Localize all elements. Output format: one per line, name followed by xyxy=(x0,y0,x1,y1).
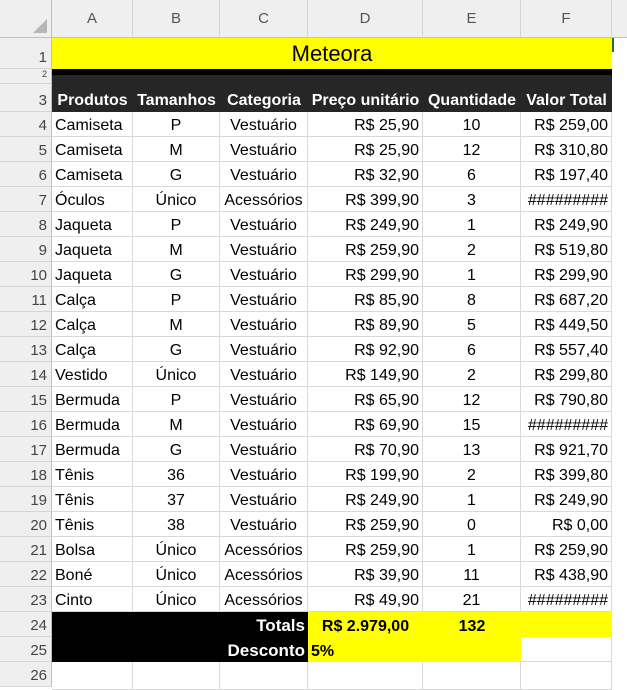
cell-preco[interactable]: R$ 199,90 xyxy=(308,462,423,487)
cell-tamanho[interactable]: G xyxy=(133,262,220,287)
totals-preco[interactable]: R$ 2.979,00 xyxy=(308,612,423,637)
cell-produto[interactable]: Tênis xyxy=(52,512,133,537)
cell-categoria[interactable]: Acessórios xyxy=(220,562,308,587)
header-cell-e[interactable]: Quantidade xyxy=(423,84,521,112)
cell-categoria[interactable]: Acessórios xyxy=(220,187,308,212)
select-all-corner[interactable] xyxy=(0,0,52,38)
row-header-21[interactable]: 21 xyxy=(0,537,52,562)
cell-empty-f26[interactable] xyxy=(521,662,612,690)
cell-quantidade[interactable]: 21 xyxy=(423,587,521,612)
cell-tamanho[interactable]: P xyxy=(133,287,220,312)
row-header-25[interactable]: 25 xyxy=(0,637,52,662)
column-header-d[interactable]: D xyxy=(308,0,423,38)
row-header-3[interactable]: 3 xyxy=(0,84,52,112)
cell-quantidade[interactable]: 12 xyxy=(423,387,521,412)
cell-categoria[interactable]: Vestuário xyxy=(220,487,308,512)
cell-produto[interactable]: Calça xyxy=(52,287,133,312)
cell-produto[interactable]: Camiseta xyxy=(52,162,133,187)
cell-categoria[interactable]: Vestuário xyxy=(220,387,308,412)
cell-total[interactable]: R$ 449,50 xyxy=(521,312,612,337)
column-header-b[interactable]: B xyxy=(133,0,220,38)
cell-produto[interactable]: Calça xyxy=(52,312,133,337)
row-header-16[interactable]: 16 xyxy=(0,412,52,437)
cell-categoria[interactable]: Vestuário xyxy=(220,112,308,137)
row-header-4[interactable]: 4 xyxy=(0,112,52,137)
cell-categoria[interactable]: Acessórios xyxy=(220,587,308,612)
cell-preco[interactable]: R$ 25,90 xyxy=(308,112,423,137)
cell-categoria[interactable]: Vestuário xyxy=(220,287,308,312)
cell-tamanho[interactable]: Único xyxy=(133,587,220,612)
cell-preco[interactable]: R$ 92,90 xyxy=(308,337,423,362)
cell-categoria[interactable]: Vestuário xyxy=(220,162,308,187)
cell-tamanho[interactable]: 36 xyxy=(133,462,220,487)
cell-preco[interactable]: R$ 25,90 xyxy=(308,137,423,162)
row-header-18[interactable]: 18 xyxy=(0,462,52,487)
cell-empty-b26[interactable] xyxy=(133,662,220,690)
cell-tamanho[interactable]: G xyxy=(133,337,220,362)
cell-preco[interactable]: R$ 85,90 xyxy=(308,287,423,312)
row-header-24[interactable]: 24 xyxy=(0,612,52,637)
cell-produto[interactable]: Vestido xyxy=(52,362,133,387)
cell-total[interactable]: R$ 249,90 xyxy=(521,212,612,237)
cell-preco[interactable]: R$ 65,90 xyxy=(308,387,423,412)
cell-quantidade[interactable]: 1 xyxy=(423,537,521,562)
row-header-8[interactable]: 8 xyxy=(0,212,52,237)
cell-produto[interactable]: Bolsa xyxy=(52,537,133,562)
cell-total[interactable]: R$ 0,00 xyxy=(521,512,612,537)
cell-tamanho[interactable]: 38 xyxy=(133,512,220,537)
cell-total[interactable]: R$ 197,40 xyxy=(521,162,612,187)
cell-total[interactable]: R$ 310,80 xyxy=(521,137,612,162)
cell-total[interactable]: R$ 687,20 xyxy=(521,287,612,312)
cell-categoria[interactable]: Vestuário xyxy=(220,412,308,437)
cell-f25[interactable] xyxy=(521,637,612,662)
cell-preco[interactable]: R$ 89,90 xyxy=(308,312,423,337)
cell-produto[interactable]: Camiseta xyxy=(52,112,133,137)
cell-tamanho[interactable]: Único xyxy=(133,362,220,387)
row-2-cells[interactable] xyxy=(52,75,612,84)
cell-preco[interactable]: R$ 32,90 xyxy=(308,162,423,187)
cell-quantidade[interactable]: 6 xyxy=(423,162,521,187)
cell-total[interactable]: ######### xyxy=(521,187,612,212)
cell-total[interactable]: R$ 557,40 xyxy=(521,337,612,362)
row-header-6[interactable]: 6 xyxy=(0,162,52,187)
row-header-9[interactable]: 9 xyxy=(0,237,52,262)
row-header-10[interactable]: 10 xyxy=(0,262,52,287)
row-header-15[interactable]: 15 xyxy=(0,387,52,412)
cell-preco[interactable]: R$ 39,90 xyxy=(308,562,423,587)
cell-produto[interactable]: Bermuda xyxy=(52,437,133,462)
cell-quantidade[interactable]: 6 xyxy=(423,337,521,362)
cell-total[interactable]: R$ 438,90 xyxy=(521,562,612,587)
cell-quantidade[interactable]: 0 xyxy=(423,512,521,537)
cell-categoria[interactable]: Vestuário xyxy=(220,312,308,337)
row-header-5[interactable]: 5 xyxy=(0,137,52,162)
cell-empty-a26[interactable] xyxy=(52,662,133,690)
row-header-26[interactable]: 26 xyxy=(0,662,52,687)
totals-quantidade[interactable]: 132 xyxy=(423,612,521,637)
cell-produto[interactable]: Jaqueta xyxy=(52,212,133,237)
cell-preco[interactable]: R$ 399,90 xyxy=(308,187,423,212)
header-cell-a[interactable]: Produtos xyxy=(52,84,133,112)
cell-empty-d26[interactable] xyxy=(308,662,423,690)
cell-tamanho[interactable]: G xyxy=(133,162,220,187)
column-header-e[interactable]: E xyxy=(423,0,521,38)
row-header-12[interactable]: 12 xyxy=(0,312,52,337)
cell-produto[interactable]: Tênis xyxy=(52,462,133,487)
cell-total[interactable]: R$ 790,80 xyxy=(521,387,612,412)
cell-produto[interactable]: Óculos xyxy=(52,187,133,212)
header-cell-c[interactable]: Categoria xyxy=(220,84,308,112)
cell-tamanho[interactable]: M xyxy=(133,137,220,162)
cell-produto[interactable]: Boné xyxy=(52,562,133,587)
cell-produto[interactable]: Jaqueta xyxy=(52,262,133,287)
cell-categoria[interactable]: Vestuário xyxy=(220,262,308,287)
sheet-edge xyxy=(612,38,627,690)
cell-categoria[interactable]: Vestuário xyxy=(220,512,308,537)
cell-total[interactable]: R$ 249,90 xyxy=(521,487,612,512)
cell-total[interactable]: ######### xyxy=(521,412,612,437)
desconto-value[interactable]: 5% xyxy=(308,637,521,662)
row-header-23[interactable]: 23 xyxy=(0,587,52,612)
cell-preco[interactable]: R$ 49,90 xyxy=(308,587,423,612)
row-header-20[interactable]: 20 xyxy=(0,512,52,537)
cell-quantidade[interactable]: 1 xyxy=(423,212,521,237)
cell-tamanho[interactable]: 37 xyxy=(133,487,220,512)
cell-preco[interactable]: R$ 69,90 xyxy=(308,412,423,437)
row-header-13[interactable]: 13 xyxy=(0,337,52,362)
cell-quantidade[interactable]: 2 xyxy=(423,362,521,387)
cell-categoria[interactable]: Vestuário xyxy=(220,337,308,362)
cell-tamanho[interactable]: P xyxy=(133,387,220,412)
row-header-2[interactable]: 2 xyxy=(0,69,52,84)
cell-produto[interactable]: Tênis xyxy=(52,487,133,512)
cell-total[interactable]: R$ 259,00 xyxy=(521,112,612,137)
cell-preco[interactable]: R$ 259,90 xyxy=(308,537,423,562)
row-header-7[interactable]: 7 xyxy=(0,187,52,212)
cell-preco[interactable]: R$ 299,90 xyxy=(308,262,423,287)
cell-tamanho[interactable]: Único xyxy=(133,187,220,212)
cell-total[interactable]: R$ 921,70 xyxy=(521,437,612,462)
cell-produto[interactable]: Jaqueta xyxy=(52,237,133,262)
cell-preco[interactable]: R$ 70,90 xyxy=(308,437,423,462)
cell-produto[interactable]: Bermuda xyxy=(52,412,133,437)
cell-total[interactable]: R$ 399,80 xyxy=(521,462,612,487)
cell-produto[interactable]: Camiseta xyxy=(52,137,133,162)
cell-preco[interactable]: R$ 249,90 xyxy=(308,487,423,512)
cell-tamanho[interactable]: G xyxy=(133,437,220,462)
row-header-19[interactable]: 19 xyxy=(0,487,52,512)
totals-valor-total[interactable] xyxy=(521,612,612,637)
column-header-c[interactable]: C xyxy=(220,0,308,38)
cell-categoria[interactable]: Vestuário xyxy=(220,362,308,387)
column-header-a[interactable]: A xyxy=(52,0,133,38)
cell-quantidade[interactable]: 8 xyxy=(423,287,521,312)
cell-quantidade[interactable]: 15 xyxy=(423,412,521,437)
row-header-11[interactable]: 11 xyxy=(0,287,52,312)
cell-preco[interactable]: R$ 259,90 xyxy=(308,237,423,262)
cell-quantidade[interactable]: 10 xyxy=(423,112,521,137)
header-cell-f[interactable]: Valor Total xyxy=(521,84,612,112)
cell-produto[interactable]: Bermuda xyxy=(52,387,133,412)
totals-label: Totals xyxy=(256,616,305,635)
cell-categoria[interactable]: Vestuário xyxy=(220,137,308,162)
cell-quantidade[interactable]: 3 xyxy=(423,187,521,212)
cell-tamanho[interactable]: P xyxy=(133,112,220,137)
cell-total[interactable]: ######### xyxy=(521,587,612,612)
cell-total[interactable]: R$ 299,90 xyxy=(521,262,612,287)
header-cell-b[interactable]: Tamanhos xyxy=(133,84,220,112)
cell-quantidade[interactable]: 2 xyxy=(423,462,521,487)
cell-produto[interactable]: Cinto xyxy=(52,587,133,612)
cell-preco[interactable]: R$ 149,90 xyxy=(308,362,423,387)
cell-total[interactable]: R$ 519,80 xyxy=(521,237,612,262)
cell-categoria[interactable]: Vestuário xyxy=(220,212,308,237)
cell-quantidade[interactable]: 13 xyxy=(423,437,521,462)
cell-categoria[interactable]: Vestuário xyxy=(220,437,308,462)
cell-quantidade[interactable]: 5 xyxy=(423,312,521,337)
column-header-f[interactable]: F xyxy=(521,0,612,38)
select-all-triangle-icon xyxy=(33,19,47,33)
cell-preco[interactable]: R$ 249,90 xyxy=(308,212,423,237)
cell-categoria[interactable]: Acessórios xyxy=(220,537,308,562)
row-header-1[interactable]: 1 xyxy=(0,38,52,69)
cell-quantidade[interactable]: 2 xyxy=(423,237,521,262)
cell-categoria[interactable]: Vestuário xyxy=(220,462,308,487)
cell-quantidade[interactable]: 1 xyxy=(423,487,521,512)
cell-empty-e26[interactable] xyxy=(423,662,521,690)
row-header-14[interactable]: 14 xyxy=(0,362,52,387)
cell-tamanho[interactable]: M xyxy=(133,312,220,337)
cell-tamanho[interactable]: M xyxy=(133,237,220,262)
cell-quantidade[interactable]: 11 xyxy=(423,562,521,587)
cell-tamanho[interactable]: P xyxy=(133,212,220,237)
cell-preco[interactable]: R$ 259,90 xyxy=(308,512,423,537)
cell-tamanho[interactable]: Único xyxy=(133,537,220,562)
cell-quantidade[interactable]: 1 xyxy=(423,262,521,287)
header-cell-d[interactable]: Preço unitário xyxy=(308,84,423,112)
cell-categoria[interactable]: Vestuário xyxy=(220,237,308,262)
cell-tamanho[interactable]: Único xyxy=(133,562,220,587)
selection-edge-indicator xyxy=(612,38,614,52)
cell-produto[interactable]: Calça xyxy=(52,337,133,362)
cell-empty-c26[interactable] xyxy=(220,662,308,690)
cell-total[interactable]: R$ 299,80 xyxy=(521,362,612,387)
row-header-22[interactable]: 22 xyxy=(0,562,52,587)
cell-total[interactable]: R$ 259,90 xyxy=(521,537,612,562)
cell-quantidade[interactable]: 12 xyxy=(423,137,521,162)
column-header-next[interactable] xyxy=(612,0,627,38)
desconto-label: Desconto xyxy=(227,641,305,660)
title-cell[interactable]: Meteora xyxy=(52,38,612,69)
row-header-17[interactable]: 17 xyxy=(0,437,52,462)
cell-tamanho[interactable]: M xyxy=(133,412,220,437)
